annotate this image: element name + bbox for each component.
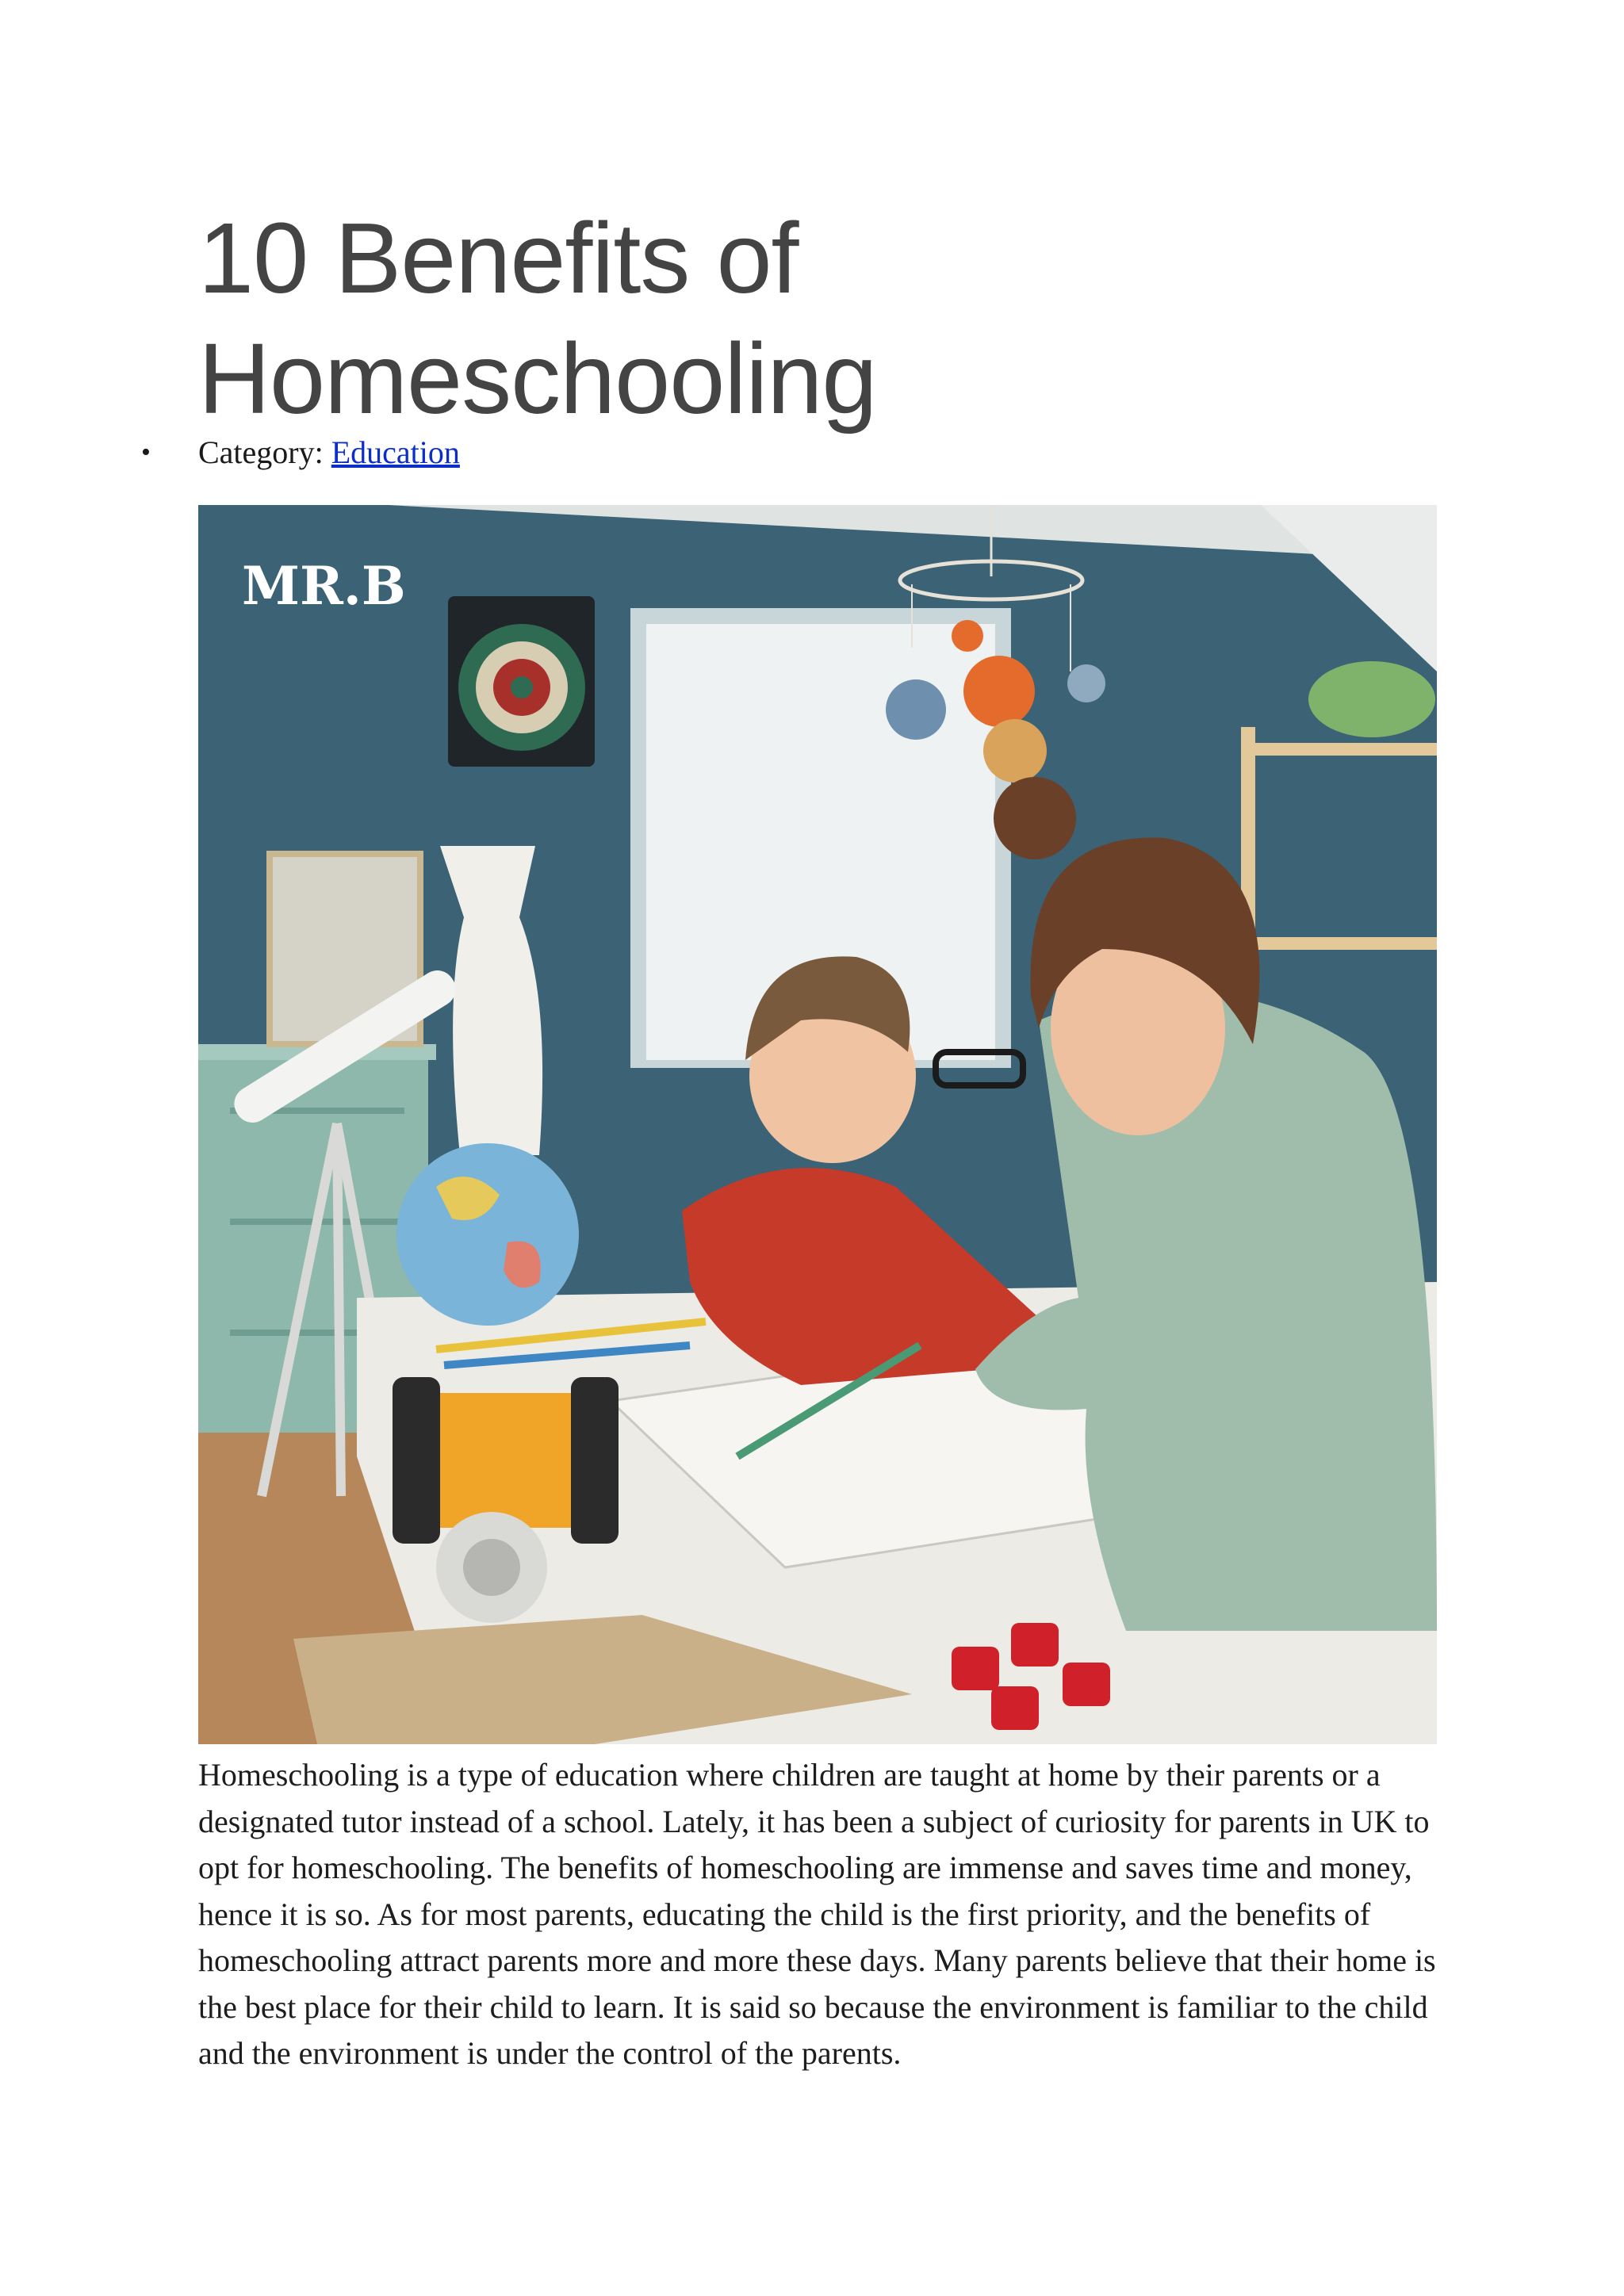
category-label: Category: bbox=[198, 434, 324, 470]
category-link-education[interactable]: Education bbox=[331, 434, 460, 470]
hair-bun bbox=[994, 777, 1076, 859]
planet-sun-icon bbox=[963, 656, 1035, 727]
planet-icon bbox=[886, 679, 946, 740]
title-line-1: 10 Benefits of bbox=[198, 202, 799, 314]
category-line bbox=[198, 431, 460, 474]
red-cap bbox=[952, 1647, 999, 1690]
brand-logo-text: MR.B bbox=[242, 555, 406, 617]
intro-paragraph: Homeschooling is a type of education where children are taught at home by their parents or a designated tutor instead of a school. Lately, it has been a subject of curiosity for parents in UK to opt for homeschooling. The benefits of homeschooling are immense and saves time and money, hence it is so. As for most parents, educating the child is the first priority, and the benefits of homeschooling attract parents more and more these days. Many parents believe that their home is the best place for their child to learn. It is said so because the environment is familiar to the child and the environment is under the control of the parents. bbox=[198, 1757, 1436, 2071]
red-cap bbox=[991, 1686, 1039, 1730]
hero-illustration bbox=[198, 505, 1437, 1744]
hero-image bbox=[198, 505, 1437, 1744]
globe-icon bbox=[396, 1143, 579, 1326]
bullet-icon: • bbox=[141, 438, 151, 467]
planet-icon bbox=[1067, 664, 1105, 702]
planet-icon bbox=[983, 719, 1047, 783]
title-line-2: Homeschooling bbox=[198, 323, 877, 434]
red-cap bbox=[1063, 1663, 1110, 1706]
planet-icon bbox=[952, 620, 983, 652]
page-title bbox=[198, 198, 1388, 439]
plant-toy bbox=[1308, 661, 1435, 737]
red-cap bbox=[1011, 1623, 1059, 1667]
